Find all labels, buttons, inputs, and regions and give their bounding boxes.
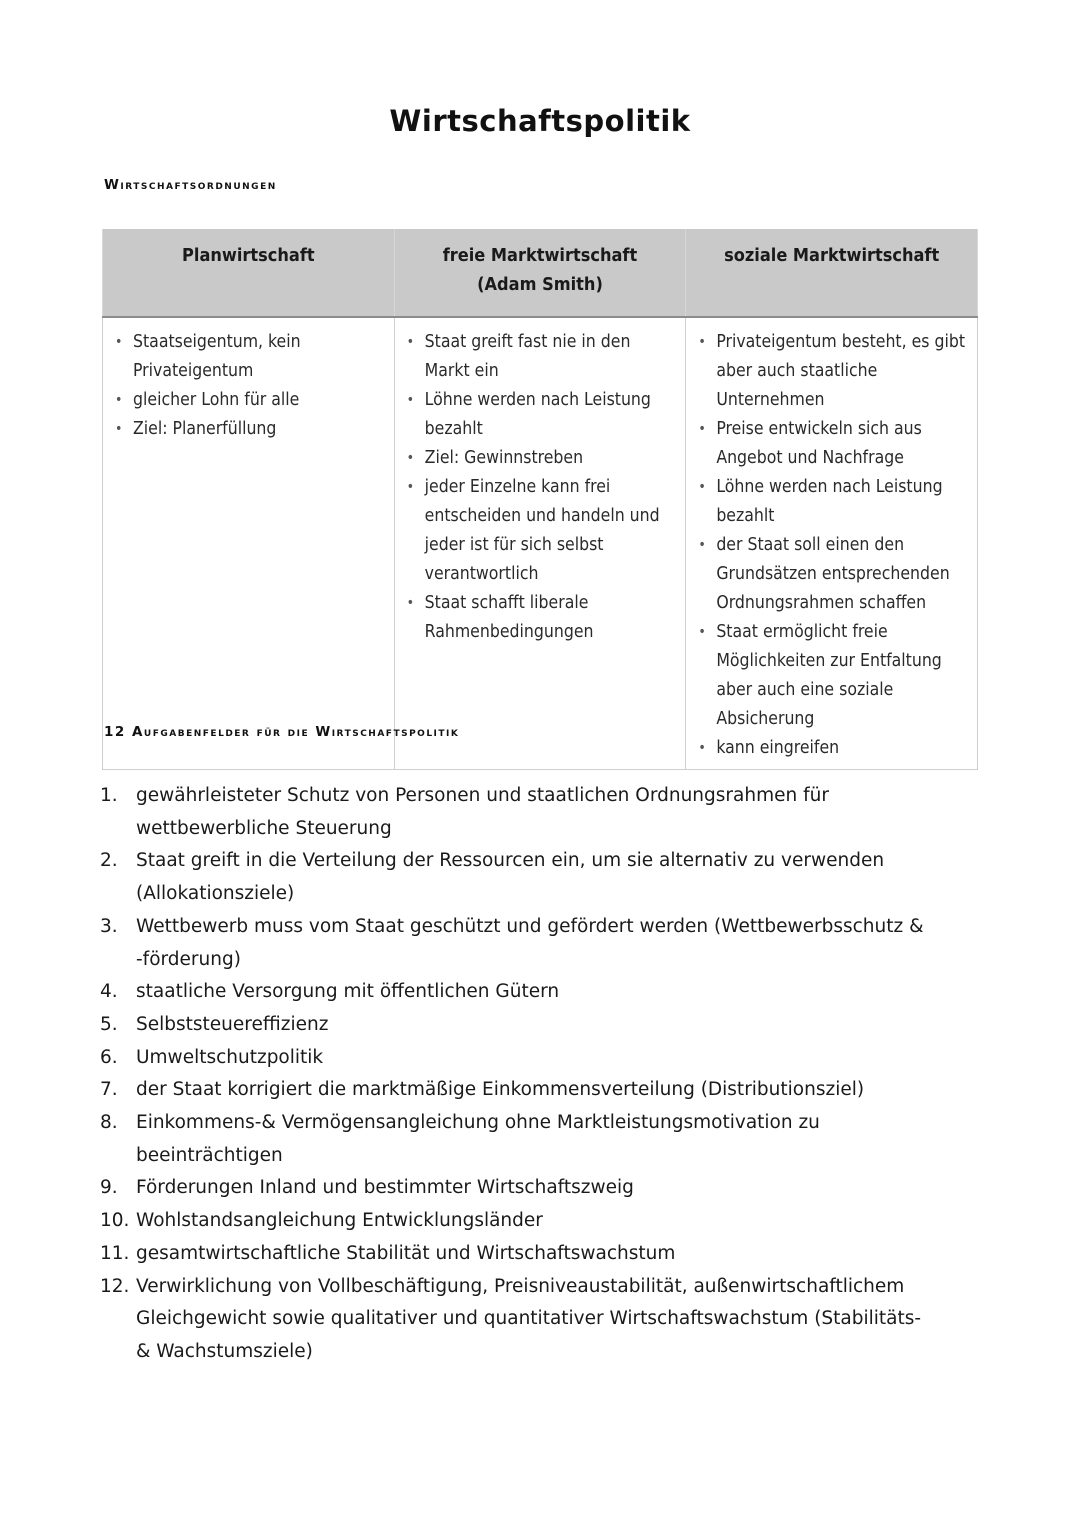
list-text: Umweltschutzpolitik xyxy=(136,1046,324,1068)
column-cell-freie-marktwirtschaft xyxy=(394,317,686,770)
bullet-list xyxy=(111,328,386,444)
list-text: Selbststeuereffizienz xyxy=(136,1013,329,1035)
list-number: 2. xyxy=(100,850,118,872)
list-item xyxy=(100,1172,930,1205)
list-item: • gleicher Lohn für alle xyxy=(111,386,386,415)
bullet-list xyxy=(694,328,969,763)
list-item: • Staatseigentum, kein Privateigentum xyxy=(111,328,386,386)
list-text: Förderungen Inland und bestimmter Wirtschaftszweig xyxy=(136,1177,634,1199)
list-number: 3. xyxy=(100,915,118,937)
list-item xyxy=(100,1107,930,1172)
column-header-freie-marktwirtschaft xyxy=(394,229,686,317)
column-title: Planwirtschaft xyxy=(182,245,315,266)
list-item: • kann eingreifen xyxy=(694,734,969,763)
list-item xyxy=(100,1271,930,1369)
list-text: Wohlstandsangleichung Entwicklungsländer xyxy=(136,1210,543,1232)
list-text: der Staat korrigiert die marktmäßige Einkommensverteilung (Distributionsziel) xyxy=(136,1079,865,1101)
column-subtitle: (Adam Smith) xyxy=(477,274,603,295)
list-text: Verwirklichung von Vollbeschäftigung, Preisniveaustabilität, außenwirtschaftlichem Gleichgewicht sowie qualitativer und quantitativer Wirtschaftswachstum (Stabilitäts- & Wachstumsziele) xyxy=(136,1275,922,1362)
list-item: • Löhne werden nach Leistung bezahlt xyxy=(403,386,678,444)
list-item: • Ziel: Gewinnstreben xyxy=(403,444,678,473)
list-text: Staat greift in die Verteilung der Ressourcen ein, um sie alternativ zu verwenden (Allokationsziele) xyxy=(136,850,885,905)
list-item: • Staat schafft liberale Rahmenbedingungen xyxy=(403,589,678,647)
list-number: 5. xyxy=(100,1013,118,1035)
list-text: Einkommens-& Vermögensangleichung ohne Marktleistungsmotivation zu beeinträchtigen xyxy=(136,1112,820,1166)
column-cell-planwirtschaft xyxy=(103,317,395,770)
list-text: staatliche Versorgung mit öffentlichen Gütern xyxy=(136,981,560,1003)
list-text: Wettbewerb muss vom Staat geschützt und gefördert werden (Wettbewerbsschutz & -förderung) xyxy=(136,915,924,970)
column-header-soziale-marktwirtschaft xyxy=(686,229,978,317)
page-title: Wirtschaftspolitik xyxy=(389,104,691,138)
list-item xyxy=(100,1238,930,1271)
list-item xyxy=(100,911,930,976)
task-fields-list xyxy=(100,780,930,1369)
list-number: 4. xyxy=(100,981,118,1003)
list-number: 11. xyxy=(100,1242,130,1264)
bullet-list xyxy=(403,328,678,647)
list-item xyxy=(100,976,930,1009)
list-text: gewährleisteter Schutz von Personen und staatlichen Ordnungsrahmen für wettbewerbliche Steuerung xyxy=(136,785,829,839)
list-number: 7. xyxy=(100,1079,118,1101)
list-number: 8. xyxy=(100,1112,118,1134)
list-item: • Staat greift fast nie in den Markt ein xyxy=(403,328,678,386)
list-item xyxy=(100,845,930,910)
list-item xyxy=(100,780,930,845)
list-item: • Privateigentum besteht, es gibt aber auch staatliche Unternehmen xyxy=(694,328,969,415)
table-body-row xyxy=(103,317,978,770)
list-text: gesamtwirtschaftliche Stabilität und Wirtschaftswachstum xyxy=(136,1242,676,1264)
section-heading-task-fields: 12 Aufgabenfelder für die Wirtschaftspolitik xyxy=(104,724,460,740)
list-item: • Preise entwickeln sich aus Angebot und Nachfrage xyxy=(694,415,969,473)
column-title: freie Marktwirtschaft xyxy=(442,245,638,266)
list-item: • jeder Einzelne kann frei entscheiden und handeln und jeder ist für sich selbst verantwortlich xyxy=(403,473,678,589)
column-title: soziale Marktwirtschaft xyxy=(724,245,940,266)
section-heading-economic-orders: Wirtschaftsordnungen xyxy=(104,177,277,193)
column-header-planwirtschaft xyxy=(103,229,395,317)
list-item: • Ziel: Planerfüllung xyxy=(111,415,386,444)
table-header-row xyxy=(103,229,978,317)
column-cell-soziale-marktwirtschaft xyxy=(686,317,978,770)
list-number: 6. xyxy=(100,1046,118,1068)
list-item: • Löhne werden nach Leistung bezahlt xyxy=(694,473,969,531)
list-item: • der Staat soll einen den Grundsätzen entsprechenden Ordnungsrahmen schaffen xyxy=(694,531,969,618)
list-item xyxy=(100,1042,930,1075)
list-number: 12. xyxy=(100,1275,130,1297)
list-number: 9. xyxy=(100,1177,118,1199)
list-number: 10. xyxy=(100,1210,130,1232)
list-item xyxy=(100,1009,930,1042)
list-item xyxy=(100,1205,930,1238)
list-item xyxy=(100,1074,930,1107)
list-item: • Staat ermöglicht freie Möglichkeiten zur Entfaltung aber auch eine soziale Absicherung xyxy=(694,618,969,734)
economic-orders-table xyxy=(102,229,978,770)
list-number: 1. xyxy=(100,785,118,806)
